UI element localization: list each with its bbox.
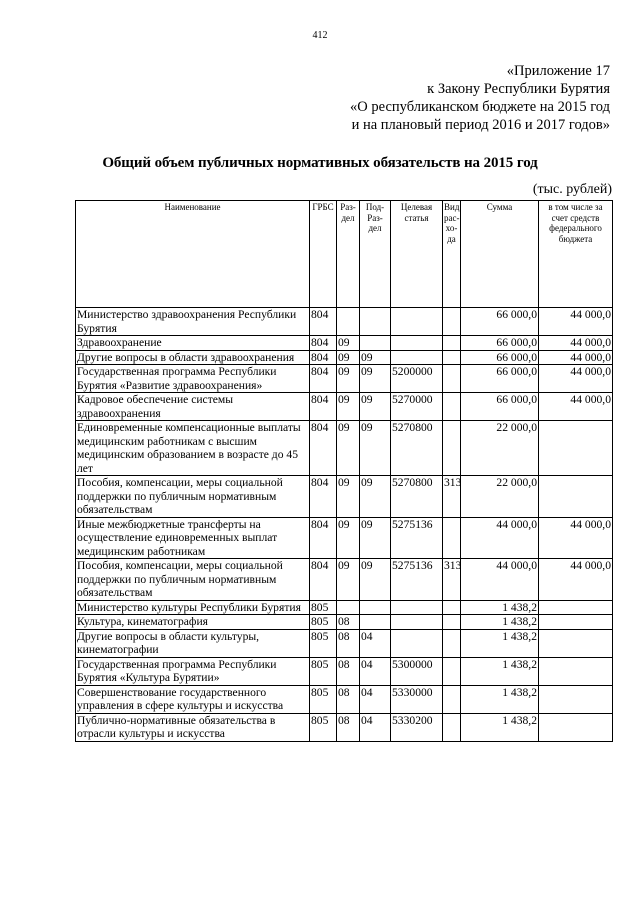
table-row bbox=[76, 393, 613, 421]
header-federal: в том числе за счет средств федерального бюджета bbox=[539, 201, 613, 308]
cell-razdel: 09 bbox=[337, 476, 360, 518]
table-row bbox=[76, 517, 613, 559]
cell-tselevaya: 5270000 bbox=[391, 393, 443, 421]
cell-razdel: 08 bbox=[337, 629, 360, 657]
header-razdel: Раз-дел bbox=[337, 201, 360, 308]
cell-razdel: 09 bbox=[337, 517, 360, 559]
budget-table bbox=[75, 200, 613, 742]
cell-tselevaya: 5200000 bbox=[391, 365, 443, 393]
cell-vid bbox=[443, 657, 461, 685]
page-number: 412 bbox=[312, 30, 328, 41]
cell-podrazdel: 09 bbox=[360, 421, 391, 476]
table-row bbox=[76, 629, 613, 657]
cell-razdel: 09 bbox=[337, 393, 360, 421]
cell-federal bbox=[539, 629, 613, 657]
appendix-header bbox=[350, 62, 610, 134]
table-body bbox=[76, 308, 613, 742]
table-row bbox=[76, 421, 613, 476]
cell-razdel: 08 bbox=[337, 657, 360, 685]
cell-razdel: 09 bbox=[337, 350, 360, 365]
table-row bbox=[76, 365, 613, 393]
cell-tselevaya bbox=[391, 615, 443, 630]
cell-tselevaya: 5270800 bbox=[391, 476, 443, 518]
cell-grbs: 804 bbox=[310, 308, 337, 336]
cell-federal: 44 000,0 bbox=[539, 336, 613, 351]
appendix-line: «Приложение 17 bbox=[506, 63, 610, 79]
cell-federal bbox=[539, 657, 613, 685]
cell-name: Публично-нормативные обязательства в отрасли культуры и искусства bbox=[76, 713, 310, 741]
cell-federal: 44 000,0 bbox=[539, 393, 613, 421]
cell-name: Единовременные компенсационные выплаты медицинским работникам с высшим медицинским образованием в возрасте до 45 лет bbox=[76, 421, 310, 476]
cell-razdel bbox=[337, 308, 360, 336]
cell-name: Здравоохранение bbox=[76, 336, 310, 351]
cell-federal bbox=[539, 615, 613, 630]
cell-summa: 66 000,0 bbox=[461, 365, 539, 393]
cell-summa: 66 000,0 bbox=[461, 308, 539, 336]
cell-name: Совершенствование государственного управления в сфере культуры и искусства bbox=[76, 685, 310, 713]
cell-tselevaya: 5330000 bbox=[391, 685, 443, 713]
cell-tselevaya bbox=[391, 600, 443, 615]
cell-vid: 313 bbox=[443, 476, 461, 518]
cell-grbs: 804 bbox=[310, 350, 337, 365]
cell-razdel: 09 bbox=[337, 336, 360, 351]
cell-name: Другие вопросы в области здравоохранения bbox=[76, 350, 310, 365]
cell-summa: 66 000,0 bbox=[461, 393, 539, 421]
cell-name: Государственная программа Республики Бурятия «Культура Бурятии» bbox=[76, 657, 310, 685]
cell-podrazdel: 04 bbox=[360, 629, 391, 657]
cell-tselevaya bbox=[391, 336, 443, 351]
cell-summa: 22 000,0 bbox=[461, 421, 539, 476]
cell-grbs: 804 bbox=[310, 421, 337, 476]
cell-vid bbox=[443, 615, 461, 630]
cell-podrazdel: 04 bbox=[360, 713, 391, 741]
table-row bbox=[76, 476, 613, 518]
cell-summa: 1 438,2 bbox=[461, 713, 539, 741]
cell-federal: 44 000,0 bbox=[539, 365, 613, 393]
units-label: (тыс. рублей) bbox=[532, 182, 612, 197]
cell-vid bbox=[443, 393, 461, 421]
table-row bbox=[76, 685, 613, 713]
cell-name: Пособия, компенсации, меры социальной поддержки по публичным нормативным обязательствам bbox=[76, 559, 310, 601]
table-row bbox=[76, 713, 613, 741]
cell-federal: 44 000,0 bbox=[539, 308, 613, 336]
cell-razdel: 09 bbox=[337, 421, 360, 476]
cell-grbs: 804 bbox=[310, 393, 337, 421]
appendix-line: и на плановый период 2016 и 2017 годов» bbox=[351, 117, 610, 133]
cell-grbs: 804 bbox=[310, 336, 337, 351]
cell-summa: 44 000,0 bbox=[461, 517, 539, 559]
cell-summa: 1 438,2 bbox=[461, 685, 539, 713]
header-podrazdel: Под-Раз-дел bbox=[360, 201, 391, 308]
cell-podrazdel: 09 bbox=[360, 393, 391, 421]
cell-podrazdel: 09 bbox=[360, 350, 391, 365]
cell-podrazdel: 09 bbox=[360, 476, 391, 518]
table-row bbox=[76, 308, 613, 336]
header-vid: Вид рас-хо-да bbox=[443, 201, 461, 308]
cell-vid bbox=[443, 421, 461, 476]
cell-tselevaya bbox=[391, 308, 443, 336]
cell-vid bbox=[443, 629, 461, 657]
cell-summa: 44 000,0 bbox=[461, 559, 539, 601]
cell-grbs: 805 bbox=[310, 629, 337, 657]
cell-summa: 66 000,0 bbox=[461, 350, 539, 365]
header-grbs: ГРБС bbox=[310, 201, 337, 308]
cell-vid bbox=[443, 365, 461, 393]
document-title: Общий объем публичных нормативных обязательств на 2015 год bbox=[102, 155, 538, 171]
cell-name: Иные межбюджетные трансферты на осуществление единовременных выплат медицинским работникам bbox=[76, 517, 310, 559]
cell-vid bbox=[443, 308, 461, 336]
cell-vid bbox=[443, 517, 461, 559]
cell-name: Пособия, компенсации, меры социальной поддержки по публичным нормативным обязательствам bbox=[76, 476, 310, 518]
cell-summa: 66 000,0 bbox=[461, 336, 539, 351]
cell-podrazdel bbox=[360, 615, 391, 630]
table-row bbox=[76, 615, 613, 630]
cell-podrazdel bbox=[360, 336, 391, 351]
table-row bbox=[76, 600, 613, 615]
cell-tselevaya: 5300000 bbox=[391, 657, 443, 685]
cell-federal bbox=[539, 685, 613, 713]
cell-razdel: 09 bbox=[337, 365, 360, 393]
cell-razdel: 09 bbox=[337, 559, 360, 601]
cell-grbs: 804 bbox=[310, 365, 337, 393]
cell-grbs: 805 bbox=[310, 600, 337, 615]
cell-summa: 1 438,2 bbox=[461, 629, 539, 657]
cell-podrazdel bbox=[360, 600, 391, 615]
header-summa: Сумма bbox=[461, 201, 539, 308]
cell-tselevaya: 5270800 bbox=[391, 421, 443, 476]
cell-name: Другие вопросы в области культуры, кинематографии bbox=[76, 629, 310, 657]
cell-grbs: 804 bbox=[310, 559, 337, 601]
cell-podrazdel: 09 bbox=[360, 517, 391, 559]
cell-grbs: 804 bbox=[310, 476, 337, 518]
cell-summa: 1 438,2 bbox=[461, 615, 539, 630]
table-row bbox=[76, 350, 613, 365]
cell-razdel bbox=[337, 600, 360, 615]
cell-tselevaya: 5330200 bbox=[391, 713, 443, 741]
cell-podrazdel: 04 bbox=[360, 657, 391, 685]
cell-razdel: 08 bbox=[337, 685, 360, 713]
cell-name: Министерство культуры Республики Бурятия bbox=[76, 600, 310, 615]
table-row bbox=[76, 559, 613, 601]
header-name: Наименование bbox=[76, 201, 310, 308]
cell-grbs: 804 bbox=[310, 517, 337, 559]
cell-federal bbox=[539, 713, 613, 741]
cell-tselevaya: 5275136 bbox=[391, 517, 443, 559]
cell-summa: 1 438,2 bbox=[461, 600, 539, 615]
cell-grbs: 805 bbox=[310, 685, 337, 713]
table-row bbox=[76, 336, 613, 351]
table-header-row bbox=[76, 201, 613, 308]
cell-podrazdel: 09 bbox=[360, 365, 391, 393]
cell-grbs: 805 bbox=[310, 713, 337, 741]
cell-grbs: 805 bbox=[310, 657, 337, 685]
cell-federal bbox=[539, 600, 613, 615]
cell-razdel: 08 bbox=[337, 615, 360, 630]
cell-federal bbox=[539, 476, 613, 518]
appendix-line: «О республиканском бюджете на 2015 год bbox=[350, 99, 610, 115]
cell-vid bbox=[443, 600, 461, 615]
cell-grbs: 805 bbox=[310, 615, 337, 630]
cell-name: Государственная программа Республики Бурятия «Развитие здравоохранения» bbox=[76, 365, 310, 393]
cell-vid bbox=[443, 685, 461, 713]
cell-podrazdel bbox=[360, 308, 391, 336]
cell-vid: 313 bbox=[443, 559, 461, 601]
cell-summa: 22 000,0 bbox=[461, 476, 539, 518]
cell-name: Культура, кинематография bbox=[76, 615, 310, 630]
cell-vid bbox=[443, 336, 461, 351]
cell-vid bbox=[443, 713, 461, 741]
cell-federal bbox=[539, 421, 613, 476]
cell-federal: 44 000,0 bbox=[539, 350, 613, 365]
cell-federal: 44 000,0 bbox=[539, 517, 613, 559]
cell-podrazdel: 04 bbox=[360, 685, 391, 713]
cell-tselevaya bbox=[391, 629, 443, 657]
cell-summa: 1 438,2 bbox=[461, 657, 539, 685]
cell-name: Кадровое обеспечение системы здравоохранения bbox=[76, 393, 310, 421]
cell-tselevaya: 5275136 bbox=[391, 559, 443, 601]
appendix-line: к Закону Республики Бурятия bbox=[427, 81, 610, 97]
cell-razdel: 08 bbox=[337, 713, 360, 741]
cell-podrazdel: 09 bbox=[360, 559, 391, 601]
header-tselevaya: Целевая статья bbox=[391, 201, 443, 308]
cell-name: Министерство здравоохранения Республики Бурятия bbox=[76, 308, 310, 336]
cell-tselevaya bbox=[391, 350, 443, 365]
table-row bbox=[76, 657, 613, 685]
cell-vid bbox=[443, 350, 461, 365]
cell-federal: 44 000,0 bbox=[539, 559, 613, 601]
